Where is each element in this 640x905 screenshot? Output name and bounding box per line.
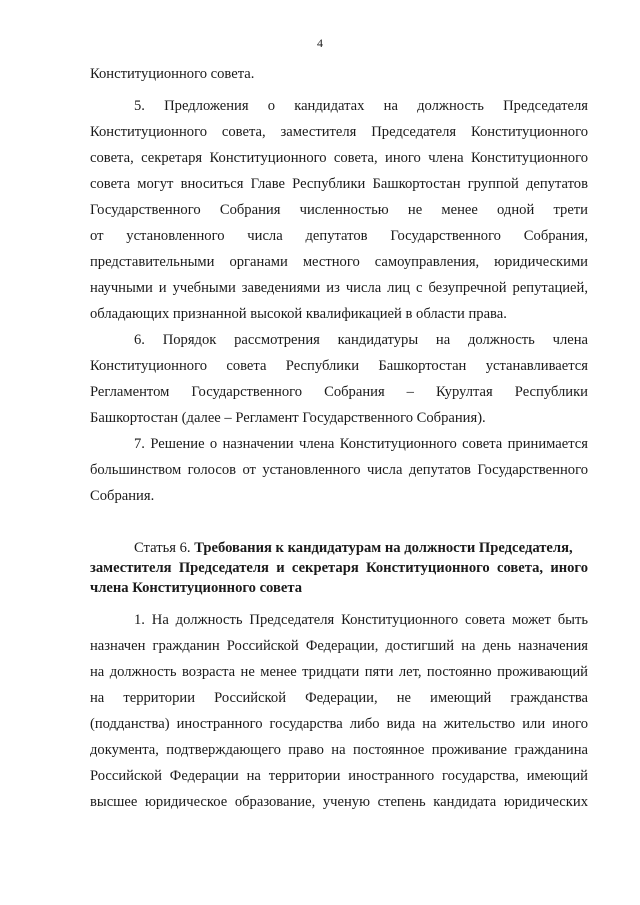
paragraph-5-line: совета, секретаря Конституционного совета, иного члена Конституционного: [90, 150, 588, 166]
text-line: Конституционного совета.: [90, 66, 255, 82]
paragraph-7-line: 7. Решение о назначении члена Конституционного совета принимается: [134, 436, 588, 452]
paragraph-5-line: обладающих признанной высокой квалификацией в области права.: [90, 306, 507, 322]
paragraph-5-line: Конституционного совета, заместителя Председателя Конституционного: [90, 124, 588, 140]
paragraph-6-line: 6. Порядок рассмотрения кандидатуры на должность члена: [134, 332, 588, 348]
paragraph-6-line: Башкортостан (далее – Регламент Государственного Собрания).: [90, 410, 486, 426]
article-6-paragraph-1-line: (подданства) иностранного государства либо вида на жительство или иного: [90, 716, 588, 732]
article-title-line: члена Конституционного совета: [90, 580, 302, 596]
paragraph-7-line: Собрания.: [90, 488, 155, 504]
article-6-paragraph-1-line: назначен гражданин Российской Федерации, достигший на день назначения: [90, 638, 588, 654]
paragraph-5-line: совета могут вноситься Главе Республики Башкортостан группой депутатов: [90, 176, 588, 192]
article-6-paragraph-1-line: высшее юридическое образование, ученую степень кандидата юридических: [90, 794, 588, 810]
article-6-paragraph-1-line: на должность возраста не менее тридцати пяти лет, постоянно проживающий: [90, 664, 588, 680]
paragraph-5-line: представительными органами местного самоуправления, юридическими: [90, 254, 588, 270]
article-6-paragraph-1-line: документа, подтверждающего право на постоянное проживание гражданина: [90, 742, 588, 758]
article-6-paragraph-1-line: на территории Российской Федерации, не имеющий гражданства: [90, 690, 588, 706]
article-title: Требования к кандидатурам на должности Председателя,: [194, 540, 573, 556]
article-6-paragraph-1-line: Российской Федерации на территории иностранного государства, имеющий: [90, 768, 588, 784]
article-heading: [134, 538, 588, 558]
paragraph-5-line: от установленного числа депутатов Государственного Собрания,: [90, 228, 588, 244]
article-title-line: заместителя Председателя и секретаря Конституционного совета, иного: [90, 560, 588, 576]
paragraph-6-line: Конституционного совета Республики Башкортостан устанавливается: [90, 358, 588, 374]
paragraph-6-line: Регламентом Государственного Собрания – Курултая Республики: [90, 384, 588, 400]
article-label: Статья 6.: [134, 540, 195, 556]
paragraph-7-line: большинством голосов от установленного числа депутатов Государственного: [90, 462, 588, 478]
article-6-paragraph-1-line: 1. На должность Председателя Конституционного совета может быть: [134, 612, 588, 628]
paragraph-5-line: научными и учебными заведениями из числа лиц с безупречной репутацией,: [90, 280, 588, 296]
paragraph-5-line: Государственного Собрания численностью не менее одной трети: [90, 202, 588, 218]
paragraph-5-line: 5. Предложения о кандидатах на должность Председателя: [134, 98, 588, 114]
page-number: 4: [317, 36, 323, 50]
